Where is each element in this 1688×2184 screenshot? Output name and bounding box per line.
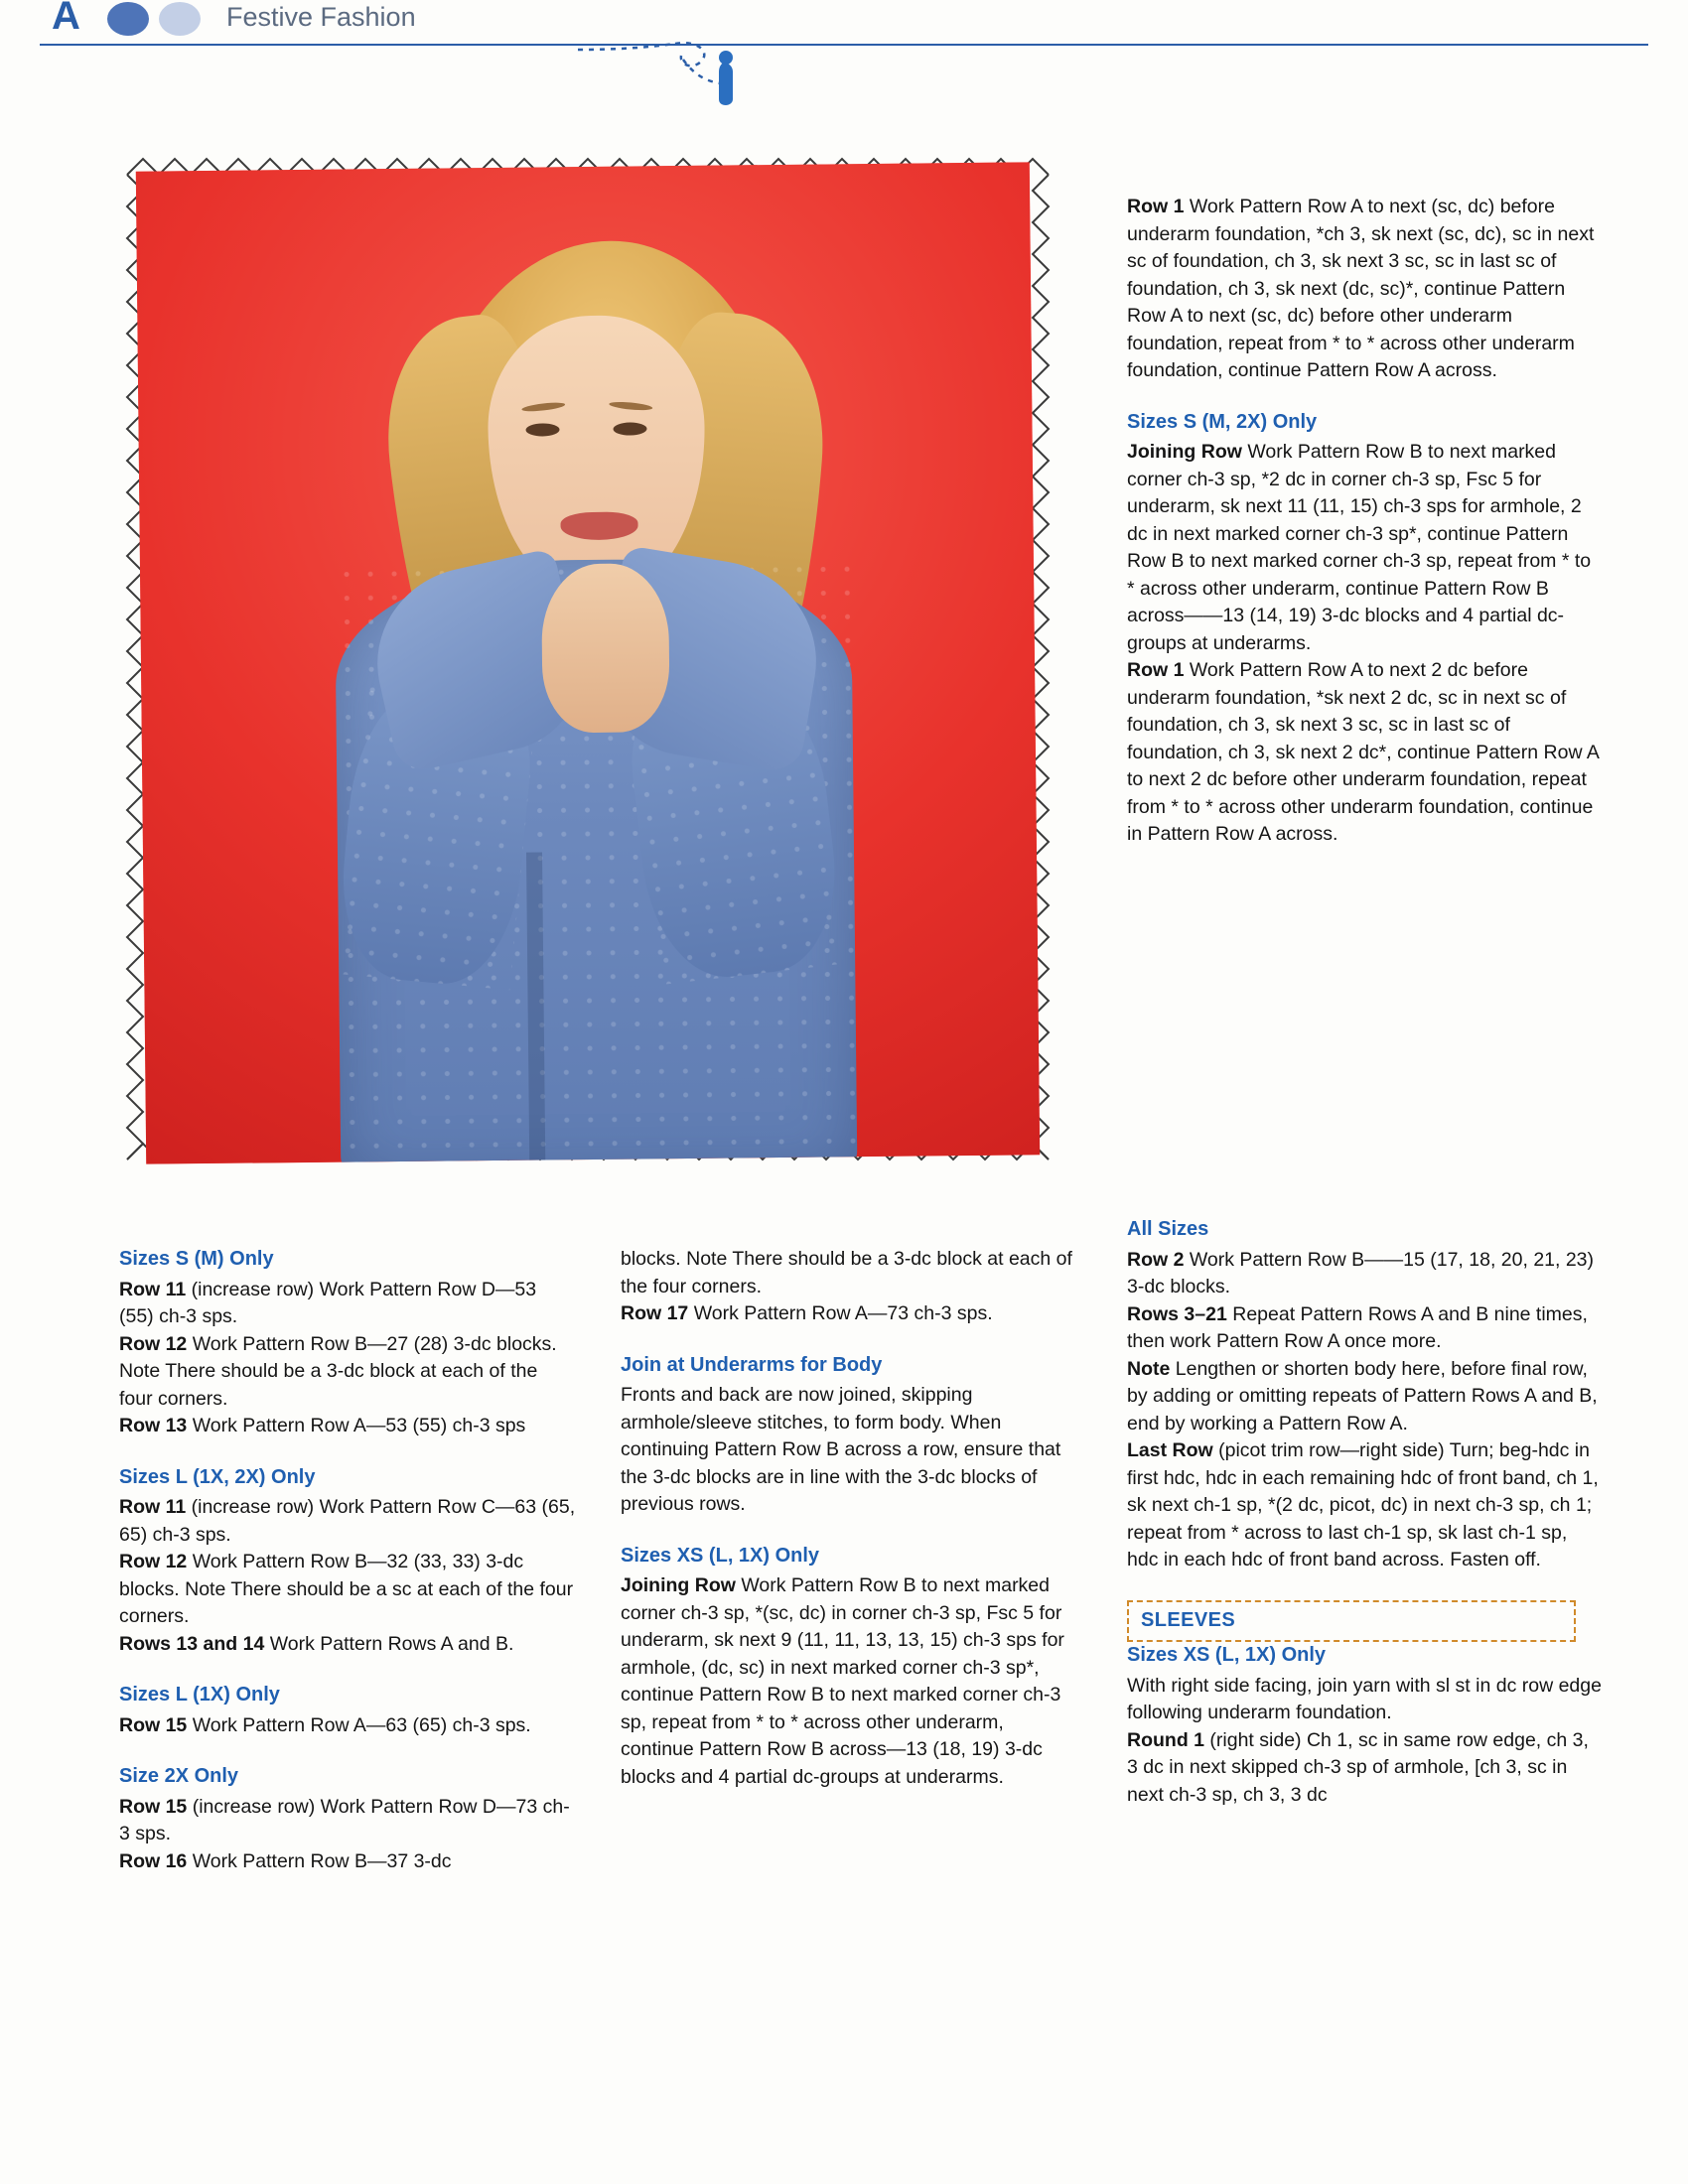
- instruction-label: Rows 3–21: [1127, 1302, 1227, 1325]
- instruction-label: Joining Row: [621, 1574, 736, 1596]
- instruction-paragraph: Note Lengthen or shorten body here, before final row, by adding or omitting repeats of Pattern Rows A and B, end by working a Pattern Row A.: [1127, 1357, 1598, 1434]
- logo-dot-1: [107, 2, 149, 36]
- column-right-top: [1127, 194, 1604, 849]
- instruction-paragraph: Row 11 (increase row) Work Pattern Row C—63 (65, 65) ch-3 sps.: [119, 1496, 576, 1546]
- instruction-paragraph: Joining Row Work Pattern Row B to next marked corner ch-3 sp, *2 dc in corner ch-3 sp, Fsc 5 for underarm, sk next 11 (11, 15) ch-3 sps for armhole, 2 dc in next marked corner ch-3 sp*, continue Pattern Row B to next marked corner ch-3 sp, repeat from * to * across other underarm, continue Pattern Row B across——13 (14, 19) 3-dc blocks and 4 partial dc-groups at underarms.: [1127, 441, 1592, 654]
- instruction-paragraph: Row 15 Work Pattern Row A—63 (65) ch-3 sps.: [119, 1713, 531, 1736]
- instruction-paragraph: Row 1 Work Pattern Row A to next 2 dc before underarm foundation, *sk next 2 dc, sc in next sc of foundation, ch 3, sk next 3 sc, sc in last sc of foundation, ch 3, sk next 2 dc*, continue Pattern Row A to next 2 dc before other underarm foundation, repeat from * to * across other underarm foundation, continue in Pattern Row A across.: [1127, 659, 1599, 845]
- crochet-hook-swirl-icon: [576, 38, 794, 107]
- front-placket: [526, 852, 545, 1163]
- instruction-paragraph: Row 12 Work Pattern Row B—32 (33, 33) 3-dc blocks. Note There should be a sc at each of the four corners.: [119, 1551, 574, 1627]
- section-heading: Sizes XS (L, 1X) Only: [621, 1544, 820, 1567]
- instruction-label: Round 1: [1127, 1728, 1204, 1751]
- instruction-paragraph: Round 1 (right side) Ch 1, sc in same row edge, ch 3, 3 dc in next skipped ch-3 sp of armhole, [ch 3, sc in next ch-3 sp, ch 3, 3 dc: [1127, 1728, 1589, 1806]
- header-rule: [40, 44, 1648, 46]
- section-heading: Size 2X Only: [119, 1765, 239, 1787]
- instruction-label: Joining Row: [1127, 441, 1242, 463]
- instruction-paragraph: Row 16 Work Pattern Row B—37 3-dc: [119, 1849, 452, 1872]
- instruction-label: Rows 13 and 14: [119, 1632, 265, 1655]
- logo-dot-2: [159, 2, 201, 36]
- instruction-label: Row 13: [119, 1415, 188, 1436]
- sleeves-heading: SLEEVES: [1141, 1608, 1236, 1631]
- instruction-label: Row 11: [119, 1496, 187, 1518]
- section-title: Festive Fashion: [226, 2, 416, 32]
- section-heading: Sizes XS (L, 1X) Only: [1127, 1644, 1327, 1666]
- instruction-paragraph: Fronts and back are now joined, skipping armhole/sleeve stitches, to form body. When continuing Pattern Row B across a row, ensure that the 3-dc blocks are in line with the 3-dc blocks of previous rows.: [621, 1384, 1061, 1515]
- instruction-label: Row 1: [1127, 659, 1185, 681]
- instruction-paragraph: Joining Row Work Pattern Row B to next marked corner ch-3 sp, *(sc, dc) in corner ch-3 sp, Fsc 5 for underarm, sk next 9 (11, 11, 13, 13, 15) ch-3 sps for armhole, (dc, sc) in next marked corner ch-3 sp*, continue Pattern Row B to next marked corner ch-3 sp, repeat from * to * across other underarm, continue Pattern Row B across—13 (18, 19) 3-dc blocks and 4 partial dc-groups at underarms.: [621, 1574, 1064, 1788]
- instruction-paragraph: Row 1 Work Pattern Row A to next (sc, dc) before underarm foundation, *ch 3, sk next (sc, dc), sc in next sc of foundation, ch 3, sk next 3 sc, sc in last sc of foundation, ch 3, sk next (dc, sc)*, continue Pattern Row A to next (sc, dc) before other underarm foundation, repeat from * to * across other underarm foundation, continue Pattern Row A across.: [1127, 196, 1595, 381]
- instruction-paragraph: Row 2 Work Pattern Row B——15 (17, 18, 20, 21, 23) 3-dc blocks.: [1127, 1248, 1595, 1297]
- section-heading: All Sizes: [1127, 1218, 1209, 1240]
- sleeves-section-box: [1127, 1600, 1576, 1643]
- column-right-bottom: [1127, 1216, 1604, 1809]
- instruction-paragraph: Row 15 (increase row) Work Pattern Row D—73 ch-3 sps.: [119, 1795, 570, 1844]
- section-heading: Sizes S (M, 2X) Only: [1127, 410, 1318, 433]
- section-heading: Sizes L (1X, 2X) Only: [119, 1465, 316, 1488]
- instruction-label: Last Row: [1127, 1439, 1213, 1461]
- instruction-paragraph: Row 11 (increase row) Work Pattern Row D—53 (55) ch-3 sps.: [119, 1278, 537, 1327]
- instruction-paragraph: blocks. Note There should be a 3-dc block at each of the four corners.: [621, 1248, 1072, 1297]
- instruction-label: Row 12: [119, 1551, 188, 1572]
- instruction-label: Row 1: [1127, 196, 1185, 217]
- page-header: [0, 0, 1688, 46]
- section-heading: Sizes L (1X) Only: [119, 1684, 280, 1706]
- photo-image: [136, 162, 1040, 1163]
- instruction-label: Row 2: [1127, 1248, 1185, 1271]
- hero-photo: [117, 149, 1060, 1181]
- right-bottom-body: [1127, 1216, 1604, 1574]
- section-heading: Join at Underarms for Body: [621, 1353, 883, 1376]
- hands: [541, 563, 670, 733]
- instruction-label: Note: [1127, 1357, 1171, 1380]
- sleeves-body: [1127, 1642, 1604, 1809]
- instruction-paragraph: Last Row (picot trim row—right side) Turn; beg-hdc in first hdc, hdc in each remaining hdc of front band, ch 1, sk next ch-1 sp, *(2 dc, picot, dc) in next ch-3 sp, ch 1; repeat from * across to last ch-1 sp, sk last ch-1 sp, hdc in each hdc of front band across. Fasten off.: [1127, 1439, 1599, 1570]
- instruction-label: Row 12: [119, 1332, 188, 1355]
- instruction-paragraph: Rows 3–21 Repeat Pattern Rows A and B nine times, then work Pattern Row A once more.: [1127, 1302, 1588, 1352]
- instruction-paragraph: Row 17 Work Pattern Row A—73 ch-3 sps.: [621, 1302, 993, 1324]
- section-heading: Sizes S (M) Only: [119, 1248, 274, 1270]
- instruction-paragraph: Rows 13 and 14 Work Pattern Rows A and B.: [119, 1632, 514, 1655]
- instruction-label: Row 15: [119, 1713, 188, 1736]
- model-figure: [136, 162, 1040, 1163]
- instruction-label: Row 16: [119, 1849, 188, 1872]
- instruction-paragraph: With right side facing, join yarn with sl st in dc row edge following underarm foundation.: [1127, 1674, 1602, 1723]
- logo-letter: A: [52, 0, 78, 38]
- instruction-label: Row 17: [621, 1302, 689, 1324]
- instruction-paragraph: Row 12 Work Pattern Row B—27 (28) 3-dc blocks. Note There should be a 3-dc block at each of the four corners.: [119, 1332, 557, 1410]
- instruction-label: Row 15: [119, 1795, 188, 1818]
- column-left-bottom: [119, 1246, 576, 1875]
- instruction-paragraph: Row 13 Work Pattern Row A—53 (55) ch-3 sps: [119, 1415, 526, 1436]
- instruction-label: Row 11: [119, 1278, 187, 1300]
- column-middle-bottom: [621, 1246, 1077, 1791]
